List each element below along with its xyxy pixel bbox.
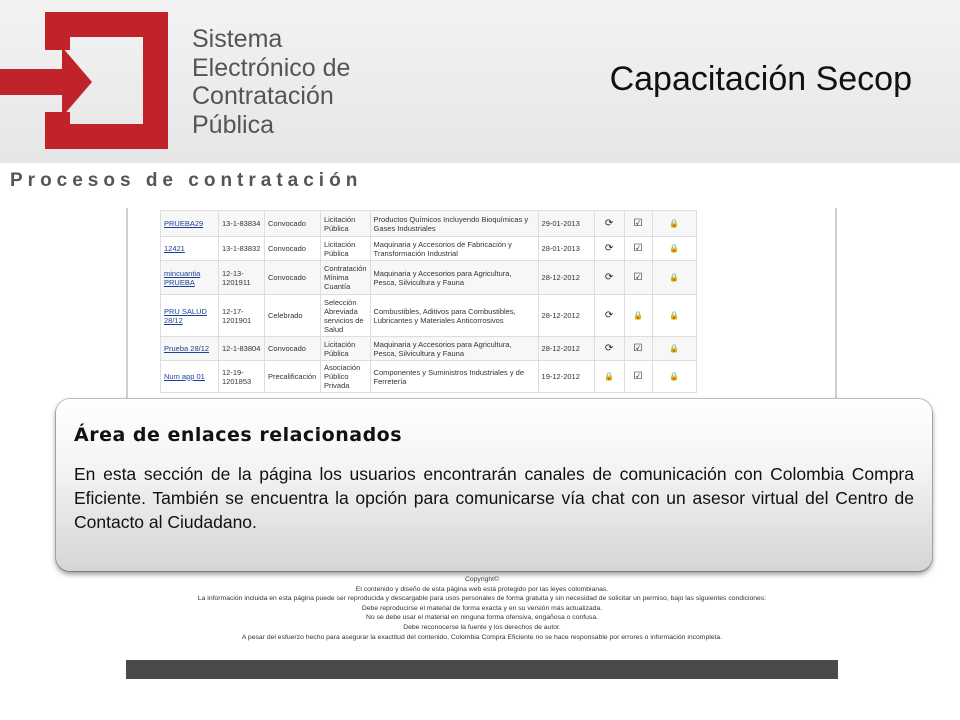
refresh-icon[interactable]: ⟳: [604, 272, 614, 283]
edit-icon[interactable]: ☑: [633, 371, 643, 382]
process-name-link[interactable]: PRUEBA29: [164, 219, 204, 228]
footer-line: Copyright©: [464, 576, 500, 583]
table-row: [161, 361, 697, 393]
process-state: Convocado: [268, 344, 306, 353]
callout-box: [56, 399, 932, 571]
logo-line: Sistema: [192, 25, 283, 53]
lock-icon[interactable]: 🔒: [669, 273, 680, 282]
process-name-link[interactable]: PRU SALUD 28/12: [164, 306, 207, 325]
process-number: 13-1-83834: [222, 219, 261, 228]
process-modality: Licitación Pública: [324, 239, 356, 258]
footer-copyright: [126, 575, 838, 642]
lock-icon[interactable]: 🔒: [669, 344, 680, 353]
logo-line: Contratación: [192, 82, 334, 110]
lock-icon[interactable]: 🔒: [604, 372, 615, 381]
process-date: 29-01-2013: [541, 219, 580, 228]
process-name-link[interactable]: Prueba 28/12: [164, 344, 210, 353]
table-row: [161, 295, 697, 337]
process-date: 28-01-2013: [541, 244, 580, 253]
logo-line: Pública: [192, 110, 274, 139]
footer-line: El contenido y diseño de esta página web está protegido por las leyes colombianas.: [355, 585, 609, 593]
process-date: 28-12-2012: [541, 344, 580, 353]
footer-line: La información incluida en esta página puede ser reproducida y descargable para usos personales de forma gratuita y sin necesidad de solicitar un permiso, bajo las siguientes condiciones:: [197, 595, 767, 603]
process-name-link[interactable]: mincuantia PRUEBA: [164, 268, 201, 287]
process-number: 12-13-1201911: [222, 268, 251, 287]
lock-icon[interactable]: 🔒: [669, 244, 680, 253]
lock-icon[interactable]: 🔒: [669, 311, 680, 320]
slide-title: Capacitación Secop: [609, 60, 912, 98]
process-date: 28-12-2012: [541, 311, 580, 320]
footer-line: Debe reproducirse el material de forma exacta y en su versión más actualizada.: [361, 604, 603, 612]
footer-line: A pesar del esfuerzo hecho para asegurar la exactitud del contenido, Colombia Compra Eficiente no se hace responsable por errores o información incompleta.: [241, 633, 723, 641]
footer-line: No se debe usar el material en ninguna forma ofensiva, engañosa o confusa.: [366, 614, 598, 622]
process-state: Precalificación: [268, 372, 317, 381]
process-state: Convocado: [268, 273, 306, 282]
process-object: Maquinaria y Accesorios de Fabricación y Transformación Industrial: [373, 239, 512, 258]
refresh-icon[interactable]: ⟳: [604, 243, 614, 254]
table-row: [161, 237, 697, 261]
logo-wordmark: [192, 25, 350, 139]
process-state: Convocado: [268, 219, 306, 228]
process-number: 13-1-83832: [222, 244, 261, 253]
lock-icon[interactable]: 🔒: [669, 219, 680, 228]
lock-icon[interactable]: 🔒: [669, 372, 680, 381]
process-object: Productos Químicos Incluyendo Bioquímicas y Gases Industriales: [373, 214, 529, 233]
process-modality: Asociación Público Privada: [324, 363, 361, 390]
process-object: Componentes y Suministros Industriales y de Ferretería: [373, 367, 525, 386]
table-row: [161, 211, 697, 237]
process-date: 19-12-2012: [541, 372, 580, 381]
process-object: Combustibles, Aditivos para Combustibles, Lubricantes y Materiales Anticorrosivos: [373, 306, 516, 325]
secop-logo-icon: [0, 0, 180, 155]
process-state: Celebrado: [268, 311, 303, 320]
section-label: Procesos de contratación: [10, 170, 363, 191]
process-modality: Contratación Mínima Cuantía: [324, 264, 367, 291]
process-object: Maquinaria y Accesorios para Agricultura, Pesca, Silvicultura y Fauna: [373, 268, 512, 287]
process-modality: Licitación Pública: [324, 339, 356, 358]
process-state: Convocado: [268, 244, 306, 253]
table-row: [161, 337, 697, 361]
slide-header: [0, 0, 960, 163]
logo-line: Electrónico de: [192, 53, 351, 82]
footer-line: Debe reconocerse la fuente y los derechos de autor.: [403, 623, 561, 631]
edit-icon[interactable]: ☑: [633, 243, 643, 254]
callout-title: Área de enlaces relacionados: [74, 424, 403, 446]
refresh-icon[interactable]: ⟳: [604, 218, 614, 229]
footer-bar: [126, 660, 838, 679]
process-number: 12-17-1201901: [222, 306, 252, 325]
process-number: 12-1-83804: [222, 344, 261, 353]
process-table: [160, 210, 697, 393]
refresh-icon[interactable]: ⟳: [604, 343, 614, 354]
edit-icon[interactable]: ☑: [633, 343, 643, 354]
process-name-link[interactable]: 12421: [164, 244, 185, 253]
edit-icon[interactable]: ☑: [633, 218, 643, 229]
table-row: [161, 261, 697, 295]
lock-icon[interactable]: 🔒: [633, 311, 644, 320]
process-modality: Licitación Pública: [324, 214, 356, 233]
process-date: 28-12-2012: [541, 273, 580, 282]
process-name-link[interactable]: Num app 01: [164, 372, 205, 381]
process-number: 12-19-1201853: [222, 367, 252, 386]
refresh-icon[interactable]: ⟳: [604, 310, 614, 321]
process-modality: Selección Abreviada servicios de Salud: [324, 297, 364, 334]
callout-body: En esta sección de la página los usuarios encontrarán canales de comunicación con Colombia Compra Eficiente. También se encuentra la opción para comunicarse vía chat con un asesor virtual del Centro de Contacto al Ciudadano.: [74, 464, 914, 532]
edit-icon[interactable]: ☑: [633, 272, 643, 283]
process-object: Maquinaria y Accesorios para Agricultura, Pesca, Silvicultura y Fauna: [373, 339, 512, 358]
